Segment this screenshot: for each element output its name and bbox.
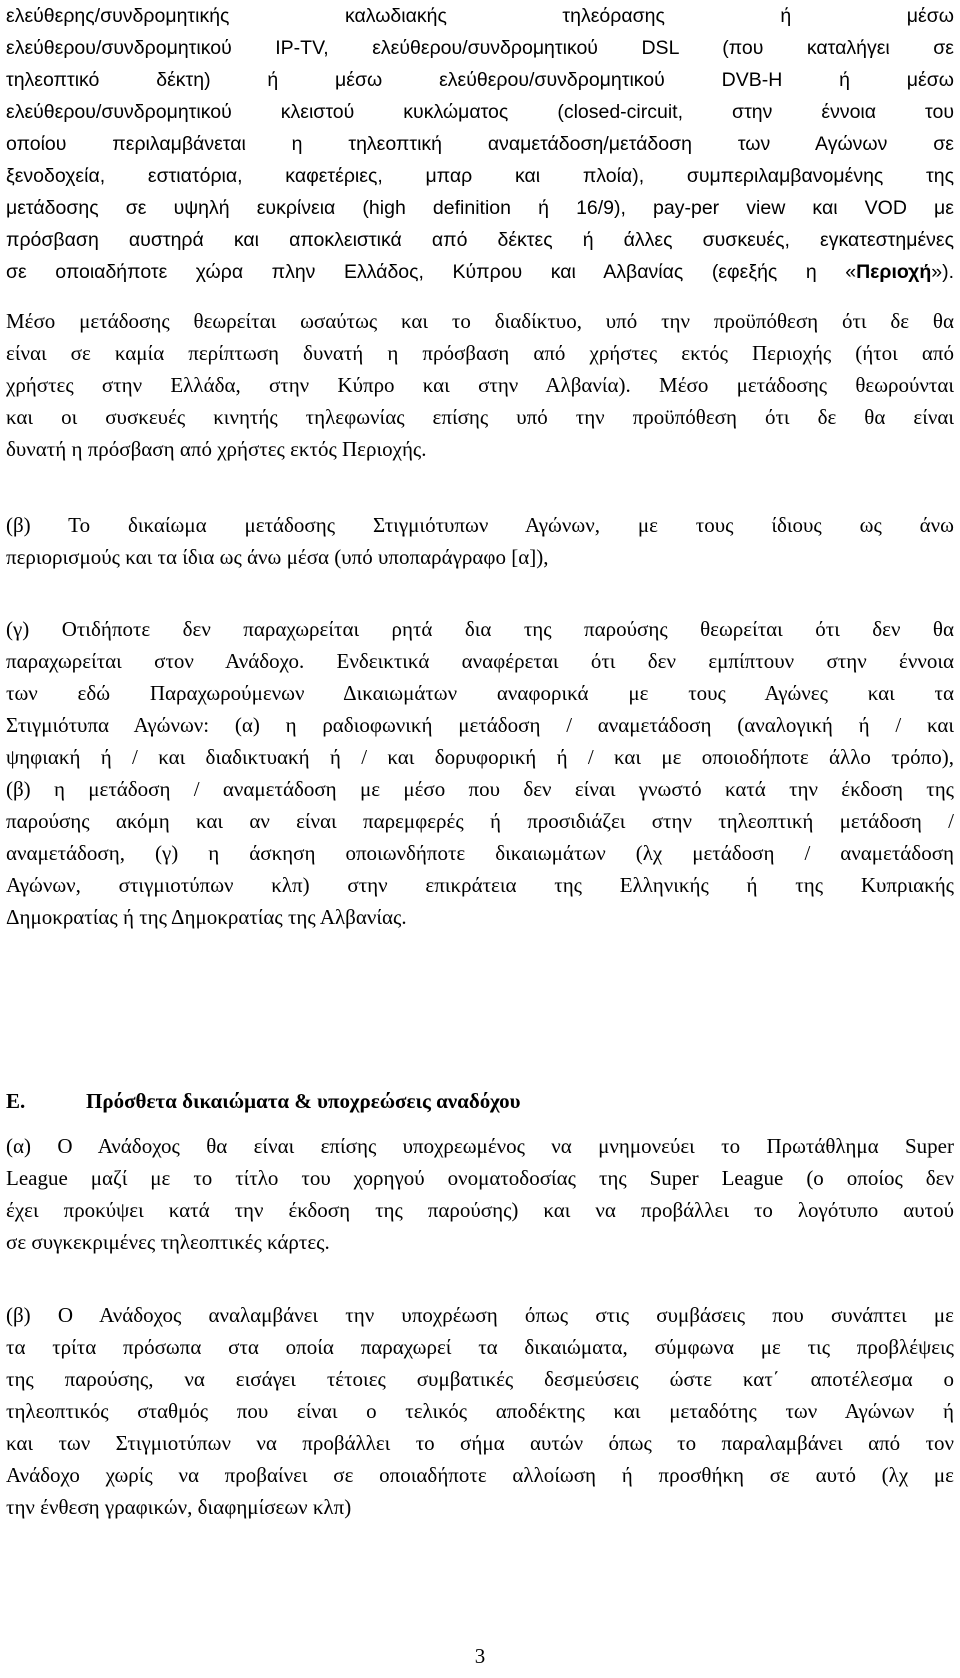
paragraph-a-mention-obligation xyxy=(6,1130,954,1258)
text-line: (γ) Οτιδήποτε δεν παραχωρείται ρητά δια της παρούσης θεωρείται ότι δεν θα xyxy=(6,617,954,641)
text-line: οποίου περιλαμβάνεται η τηλεοπτική αναμετάδοση/μετάδοση των Αγώνων σε xyxy=(6,133,954,155)
text-line: και των Στιγμιοτύπων να προβάλλει το σήμα αυτών όπως το παραλαμβάνει από τον xyxy=(6,1431,954,1455)
text-line: και οι συσκευές κινητής τηλεφωνίας επίσης υπό την προϋπόθεση ότι δε θα είναι xyxy=(6,405,954,429)
region-text-before: σε οποιαδήποτε χώρα πλην Ελλάδος, Κύπρου και Αλβανίας (εφεξής η « xyxy=(6,261,857,283)
text-line: παραχωρείται στον Ανάδοχο. Ενδεικτικά αναφέρεται ότι δεν εμπίπτουν στην έννοια xyxy=(6,649,954,673)
text-line: τηλεοπτικός σταθμός που είναι ο τελικός αποδέκτης και μεταδότης των Αγώνων ή xyxy=(6,1399,954,1423)
text-line: την ένθεση γραφικών, διαφημίσεων κλπ) xyxy=(6,1495,352,1519)
text-line: περιορισμούς και τα ίδια ως άνω μέσα (υπό υποπαράγραφο [α]), xyxy=(6,545,549,569)
text-line: (β) η μετάδοση / αναμετάδοση με μέσο που δεν είναι γνωστό κατά την έκδοση της xyxy=(6,777,954,801)
text-line: παρούσης ακόμη και αν είναι παρεμφερές ή προσιδιάζει στην τηλεοπτική μετάδοση / xyxy=(6,809,954,833)
text-line: είναι σε καμία περίπτωση δυνατή η πρόσβαση από χρήστες εκτός Περιοχής (ήτοι από xyxy=(6,341,954,365)
section-title: Πρόσθετα δικαιώματα & υποχρεώσεις αναδόχου xyxy=(86,1089,521,1113)
text-line: (β) Το δικαίωμα μετάδοσης Στιγμιότυπων Αγώνων, με τους ίδιους ως άνω xyxy=(6,513,954,537)
text-line: πρόσβαση αυστηρά και αποκλειστικά από δέκτες ή άλλες συσκευές, εγκατεστημένες xyxy=(6,229,954,251)
region-term: Περιοχή xyxy=(856,261,932,283)
text-line: (β) Ο Ανάδοχος αναλαμβάνει την υποχρέωση όπως στις συμβάσεις που συνάπτει με xyxy=(6,1303,954,1327)
paragraph-internet-means xyxy=(6,305,954,465)
text-line: ξενοδοχεία, εστιατόρια, καφετέριες, μπαρ και πλοία), συμπεριλαμβανομένης της xyxy=(6,165,954,187)
section-letter: Ε. xyxy=(6,1089,26,1113)
paragraph-transmission-means xyxy=(6,0,954,288)
text-line: ψηφιακή ή / και διαδικτυακή ή / και δορυφορική ή / και με οποιοδήποτε άλλο τρόπο), xyxy=(6,745,954,769)
text-line: League μαζί με το τίτλο του χορηγού ονοματοδοσίας της Super League (ο οποίος δεν xyxy=(6,1166,954,1190)
text-line: Αγώνων, στιγμιοτύπων κλπ) στην επικράτεια της Ελληνικής ή της Κυπριακής xyxy=(6,873,954,897)
region-text-after: »). xyxy=(931,261,954,283)
text-line: των εδώ Παραχωρούμενων Δικαιωμάτων αναφορικά με τους Αγώνες και τα xyxy=(6,681,954,705)
text-line: δυνατή η πρόσβαση από χρήστες εκτός Περιοχής. xyxy=(6,437,427,461)
text-line: (α) Ο Ανάδοχος θα είναι επίσης υποχρεωμένος να μνημονεύει το Πρωτάθλημα Super xyxy=(6,1134,954,1158)
paragraph-b-highlights xyxy=(6,509,954,573)
text-line: χρήστες στην Ελλάδα, στην Κύπρο και στην Αλβανία). Μέσο μετάδοσης θεωρούνται xyxy=(6,373,954,397)
text-line: αναμετάδοση, (γ) η άσκηση οποιωνδήποτε δικαιωμάτων (λχ μετάδοση / αναμετάδοση xyxy=(6,841,954,865)
paragraph-b-contract-obligation xyxy=(6,1299,954,1523)
page-number: 3 xyxy=(474,1644,486,1668)
text-line: ελεύθερου/συνδρομητικού κλειστού κυκλώματος (closed-circuit, στην έννοια του xyxy=(6,101,954,123)
text-line: της παρούσης, να εισάγει τέτοιες συμβατικές δεσμεύσεις ώστε κατ΄ αποτέλεσμα ο xyxy=(6,1367,954,1391)
section-heading xyxy=(6,1085,954,1117)
text-line: ελεύθερης/συνδρομητικής καλωδιακής τηλεόρασης ή μέσω xyxy=(6,5,954,27)
text-line: Ανάδοχο χωρίς να προβαίνει σε οποιαδήποτε αλλοίωση ή προσθήκη σε αυτό (λχ με xyxy=(6,1463,954,1487)
text-line: Στιγμιότυπα Αγώνων: (α) η ραδιοφωνική μετάδοση / αναμετάδοση (αναλογική ή / και xyxy=(6,713,954,737)
text-line: τηλεοπτικό δέκτη) ή μέσω ελεύθερου/συνδρομητικού DVB-H ή μέσω xyxy=(6,69,954,91)
text-line: μετάδοσης σε υψηλή ευκρίνεια (high definition ή 16/9), pay-per view και VOD με xyxy=(6,197,954,219)
text-line: τα τρίτα πρόσωπα στα οποία παραχωρεί τα δικαιώματα, σύμφωνα με τις προβλέψεις xyxy=(6,1335,954,1359)
text-line: ελεύθερου/συνδρομητικού IP-TV, ελεύθερου/συνδρομητικού DSL (που καταλήγει σε xyxy=(6,37,954,59)
text-line: σε συγκεκριμένες τηλεοπτικές κάρτες. xyxy=(6,1230,330,1254)
text-line: Μέσο μετάδοσης θεωρείται ωσαύτως και το διαδίκτυο, υπό την προϋπόθεση ότι δε θα xyxy=(6,309,954,333)
paragraph-c-exclusions xyxy=(6,613,954,933)
text-line-region xyxy=(6,256,954,288)
text-line: έχει προκύψει κατά την έκδοση της παρούσης) και να προβάλλει το λογότυπο αυτού xyxy=(6,1198,954,1222)
text-line: Δημοκρατίας ή της Δημοκρατίας της Αλβανίας. xyxy=(6,905,407,929)
